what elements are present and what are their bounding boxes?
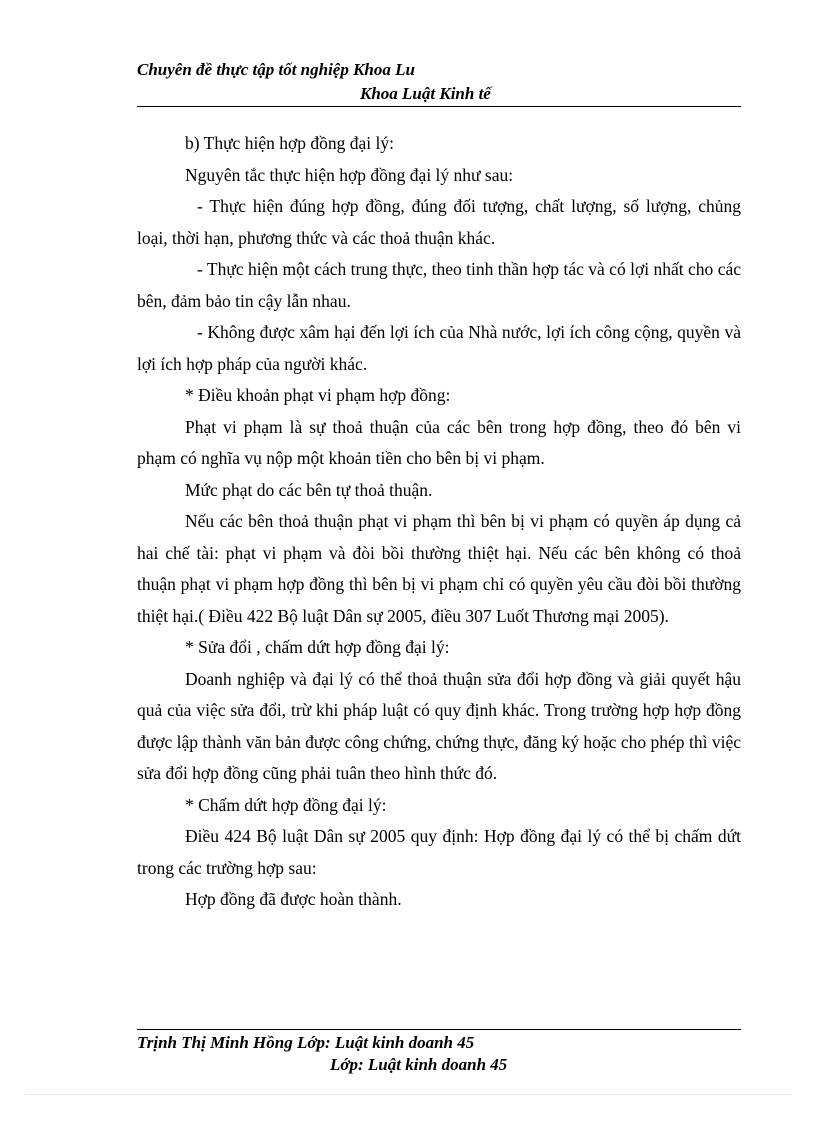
paragraph: * Sửa đổi , chấm dứt hợp đồng đại lý: — [185, 637, 450, 657]
paragraph: Điều 424 Bộ luật Dân sự 2005 quy định: Hợp đồng đại lý có thể bị chấm dứt trong các trường hợp sau: — [137, 826, 741, 878]
paragraph: Nguyên tắc thực hiện hợp đồng đại lý như sau: — [185, 164, 514, 185]
paragraph: - Thực hiện một cách trung thực, theo tinh thần hợp tác và có lợi nhất cho các bên, đảm bảo tin cậy lẫn nhau. — [137, 259, 741, 311]
header-faculty: Khoa Luật Kinh tế — [360, 84, 491, 103]
paragraph: Hợp đồng đã được hoàn thành. — [185, 889, 402, 909]
document-body — [137, 128, 741, 916]
paragraph: Phạt vi phạm là sự thoả thuận của các bên trong hợp đồng, theo đó bên vi phạm có nghĩa vụ nộp một khoản tiền cho bên bị vi phạm. — [137, 416, 741, 468]
footer-author: Trịnh Thị Minh Hồng Lớp: Luật kinh doanh 45 — [137, 1033, 475, 1052]
paragraph: * Điều khoản phạt vi phạm hợp đồng: — [185, 385, 451, 405]
paragraph: Doanh nghiệp và đại lý có thể thoả thuận sửa đổi hợp đồng và giải quyết hậu quả của việc sửa đổi, trừ khi pháp luật có quy định khác. Trong trường hợp hợp đồng được lập thành văn bản được công chứng, chứng thực, đăng ký hoặc cho phép thì việc sửa đổi hợp đồng cũng phải tuân theo hình thức đó. — [137, 668, 741, 783]
paragraph: * Chấm dứt hợp đồng đại lý: — [185, 794, 387, 815]
footer-class: Lớp: Luật kinh doanh 45 — [330, 1055, 508, 1074]
page-edge-divider — [24, 1094, 792, 1095]
paragraph: b) Thực hiện hợp đồng đại lý: — [185, 133, 394, 153]
paragraph: - Không được xâm hại đến lợi ích của Nhà nước, lợi ích công cộng, quyền và lợi ích hợp pháp của người khác. — [137, 322, 741, 374]
header-divider — [137, 106, 741, 107]
paragraph: Nếu các bên thoả thuận phạt vi phạm thì bên bị vi phạm có quyền áp dụng cả hai chế tài: phạt vi phạm và đòi bồi thường thiệt hại. Nếu các bên không có thoả thuận phạt vi phạm hợp đồng thì bên bị vi phạm chỉ có quyền yêu cầu đòi bồi thường thiệt hại.( Điều 422 Bộ luật Dân sự 2005, điều 307 Luốt Thương mại 2005). — [137, 511, 741, 626]
paragraph: Mức phạt do các bên tự thoả thuận. — [185, 479, 433, 500]
header-title: Chuyên đề thực tập tốt nghiệp Khoa Lu — [137, 60, 415, 79]
paragraph: - Thực hiện đúng hợp đồng, đúng đối tượng, chất lượng, số lượng, chủng loại, thời hạn, phương thức và các thoả thuận khác. — [137, 196, 741, 248]
footer-divider — [137, 1029, 741, 1030]
